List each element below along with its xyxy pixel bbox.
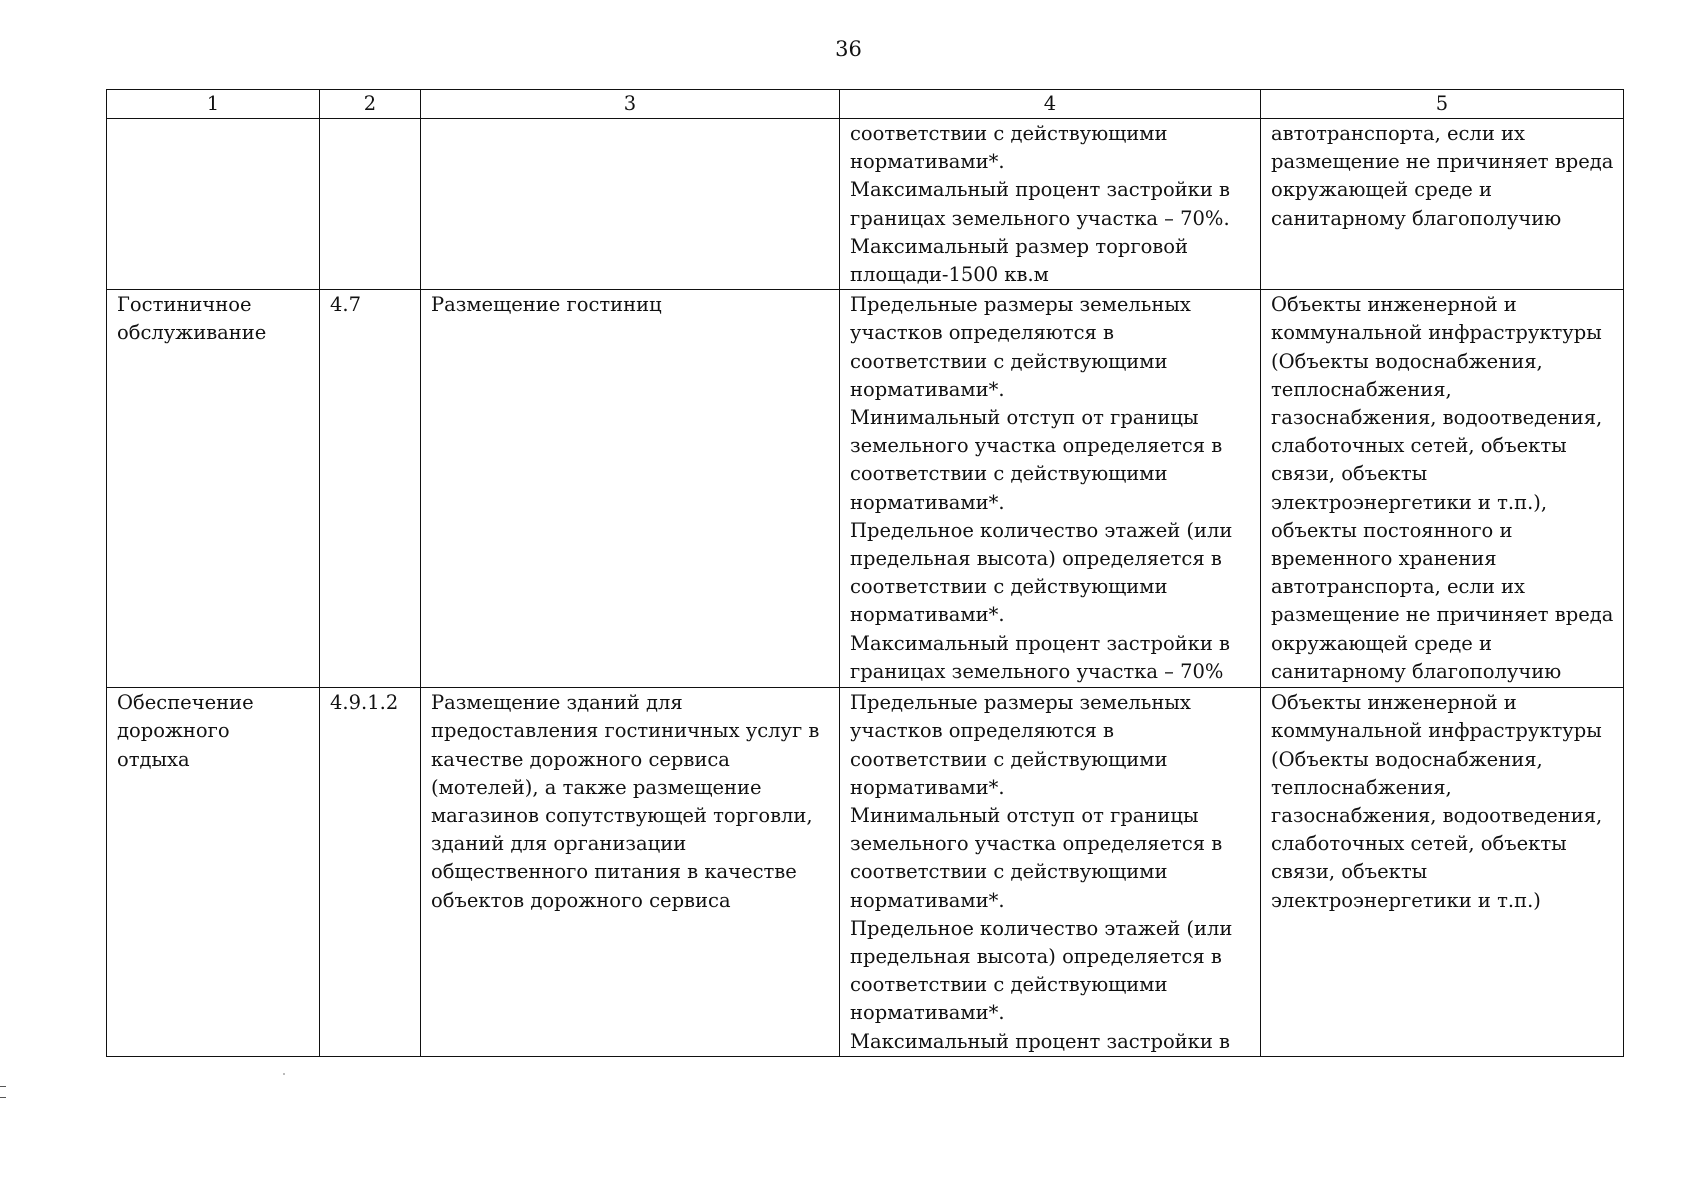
margin-mark	[0, 1086, 6, 1098]
cell-line: земельного участка определяется в	[850, 434, 1223, 458]
cell-line: теплоснабжения,	[1271, 377, 1452, 401]
cell-line: границах земельного участка – 70%	[850, 659, 1224, 683]
cell-use-code	[320, 119, 421, 290]
cell-line: дорожного	[117, 719, 230, 743]
cell-use-description	[421, 290, 840, 688]
cell-line: коммунальной инфраструктуры	[1271, 321, 1602, 345]
cell-line: нормативами*.	[850, 888, 1005, 912]
cell-line: обслуживание	[117, 321, 267, 345]
cell-line: Максимальный процент застройки в	[850, 1029, 1231, 1053]
header-col-4: 4	[840, 90, 1261, 119]
cell-line: предоставления гостиничных услуг в	[431, 719, 820, 743]
cell-line: Предельное количество этажей (или	[850, 916, 1233, 940]
cell-line: автотранспорта, если их	[1271, 575, 1526, 599]
cell-line: нормативами*.	[850, 775, 1005, 799]
table-row	[107, 290, 1624, 688]
cell-line: коммунальной инфраструктуры	[1271, 719, 1602, 743]
cell-line: зданий для организации	[431, 832, 687, 856]
cell-use-description	[421, 119, 840, 290]
cell-line: электроэнергетики и т.п.)	[1271, 888, 1541, 912]
cell-line: Обеспечение	[117, 691, 254, 715]
cell-use-description	[421, 688, 840, 1057]
header-col-1: 1	[107, 90, 320, 119]
cell-line: соответствии с действующими	[850, 860, 1168, 884]
cell-line: магазинов сопутствующей торговли,	[431, 804, 813, 828]
cell-line: Предельное количество этажей (или	[850, 518, 1233, 542]
cell-line: связи, объекты	[1271, 462, 1428, 486]
cell-line: автотранспорта, если их	[1271, 122, 1526, 145]
cell-use-name	[107, 119, 320, 290]
cell-line: электроэнергетики и т.п.),	[1271, 490, 1548, 514]
cell-line: временного хранения	[1271, 547, 1497, 571]
cell-line: нормативами*.	[850, 150, 1005, 174]
cell-line: Размещение гостиниц	[431, 293, 662, 317]
cell-line: окружающей среде и	[1271, 631, 1492, 655]
cell-line: нормативами*.	[850, 377, 1005, 401]
cell-line: слаботочных сетей, объекты	[1271, 434, 1567, 458]
cell-line: соответствии с действующими	[850, 122, 1168, 145]
cell-line: нормативами*.	[850, 1001, 1005, 1025]
cell-line: Размещение зданий для	[431, 691, 683, 715]
cell-line: Минимальный отступ от границы	[850, 804, 1199, 828]
header-col-2: 2	[320, 90, 421, 119]
cell-line: санитарному благополучию	[1271, 206, 1562, 230]
cell-line: участков определяются в	[850, 321, 1114, 345]
cell-line: (Объекты водоснабжения,	[1271, 349, 1543, 373]
cell-line: связи, объекты	[1271, 860, 1428, 884]
cell-line: Гостиничное	[117, 293, 252, 317]
cell-line: Объекты инженерной и	[1271, 691, 1517, 715]
cell-use-code: 4.7	[320, 290, 421, 688]
cell-auxiliary-uses	[1261, 688, 1624, 1057]
cell-line: качестве дорожного сервиса	[431, 747, 730, 771]
cell-line: нормативами*.	[850, 603, 1005, 627]
cell-line: объектов дорожного сервиса	[431, 888, 731, 912]
cell-line: соответствии с действующими	[850, 462, 1168, 486]
cell-parameters	[840, 119, 1261, 290]
cell-line: границах земельного участка – 70%.	[850, 206, 1230, 230]
cell-line: соответствии с действующими	[850, 747, 1168, 771]
cell-use-name	[107, 290, 320, 688]
cell-line: участков определяются в	[850, 719, 1114, 743]
cell-auxiliary-uses	[1261, 290, 1624, 688]
header-col-5: 5	[1261, 90, 1624, 119]
table-row	[107, 688, 1624, 1057]
cell-line: соответствии с действующими	[850, 973, 1168, 997]
cell-use-code: 4.9.1.2	[320, 688, 421, 1057]
cell-line: площади-1500 кв.м	[850, 263, 1049, 287]
page-number: 36	[835, 37, 862, 61]
cell-line: Минимальный отступ от границы	[850, 406, 1199, 430]
cell-line: Максимальный размер торговой	[850, 234, 1189, 258]
cell-line: размещение не причиняет вреда	[1271, 603, 1614, 627]
cell-line: (Объекты водоснабжения,	[1271, 747, 1543, 771]
cell-parameters	[840, 688, 1261, 1057]
table-row	[107, 119, 1624, 290]
zoning-table	[106, 89, 1624, 1057]
cell-parameters	[840, 290, 1261, 688]
cell-line: газоснабжения, водоотведения,	[1271, 406, 1603, 430]
cell-line: Объекты инженерной и	[1271, 293, 1517, 317]
cell-line: Максимальный процент застройки в	[850, 178, 1231, 202]
cell-line: Предельные размеры земельных	[850, 691, 1191, 715]
scan-speck	[283, 1073, 285, 1075]
cell-line: газоснабжения, водоотведения,	[1271, 804, 1603, 828]
cell-line: предельная высота) определяется в	[850, 945, 1222, 969]
cell-auxiliary-uses	[1261, 119, 1624, 290]
cell-line: предельная высота) определяется в	[850, 547, 1222, 571]
cell-line: размещение не причиняет вреда	[1271, 150, 1614, 174]
cell-line: окружающей среде и	[1271, 178, 1492, 202]
cell-line: (мотелей), а также размещение	[431, 775, 762, 799]
cell-line: отдыха	[117, 747, 190, 771]
cell-line: Предельные размеры земельных	[850, 293, 1191, 317]
cell-line: Максимальный процент застройки в	[850, 631, 1231, 655]
cell-line: объекты постоянного и	[1271, 518, 1513, 542]
cell-line: соответствии с действующими	[850, 349, 1168, 373]
cell-use-name	[107, 688, 320, 1057]
table-header-row	[107, 90, 1624, 119]
cell-line: теплоснабжения,	[1271, 775, 1452, 799]
cell-line: нормативами*.	[850, 490, 1005, 514]
cell-line: санитарному благополучию	[1271, 659, 1562, 683]
cell-line: слаботочных сетей, объекты	[1271, 832, 1567, 856]
header-col-3: 3	[421, 90, 840, 119]
cell-line: общественного питания в качестве	[431, 860, 797, 884]
cell-line: соответствии с действующими	[850, 575, 1168, 599]
cell-line: земельного участка определяется в	[850, 832, 1223, 856]
